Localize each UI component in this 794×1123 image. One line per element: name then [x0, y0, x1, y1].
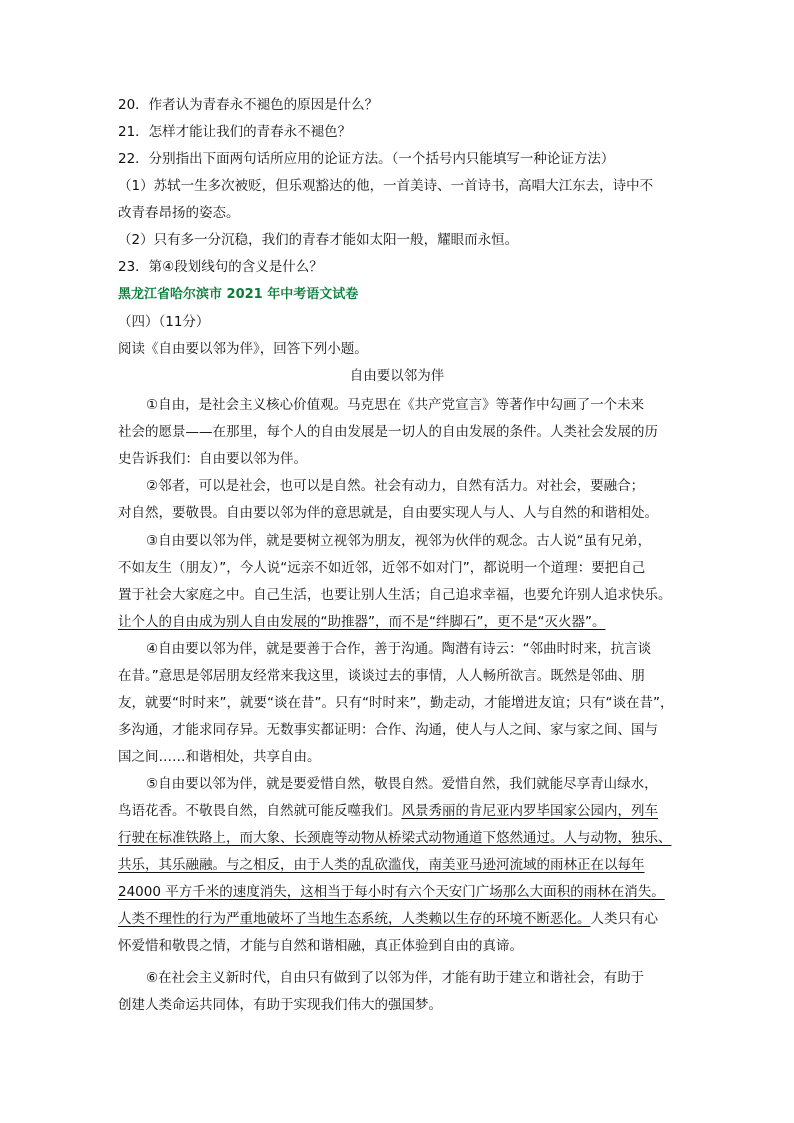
paragraph-4-line: 友，就要“时时来”，就要“谈在昔”。只有“时时来”，勤走动，才能增进友谊；只有“谈在昔”， — [118, 695, 674, 711]
paragraph-1-line: 史告诉我们：自由要以邻为伴。 — [118, 451, 307, 467]
paragraph-5-line: 怀爱惜和敬畏之情，才能与自然和谐相融，真正体验到自由的真谛。 — [118, 938, 523, 954]
paragraph-4-line: ④自由要以邻为伴，就是要善于合作，善于沟通。陶潜有诗云：“邻曲时时来，抗言谈 — [146, 641, 652, 657]
paragraph-5-text: 人类只有心 — [590, 911, 658, 927]
question-22: 22．分别指出下面两句话所应用的论证方法。（一个括号内只能填写一种论证方法） — [118, 151, 615, 167]
section-heading: （四）（11分） — [118, 314, 210, 330]
paragraph-6-line: 创建人类命运共同体，有助于实现我们伟大的强国梦。 — [118, 997, 442, 1013]
question-20: 20．作者认为青春永不褪色的原因是什么？ — [118, 97, 379, 113]
paragraph-5-underlined-line: 行驶在标准铁路上，而大象、长颈鹿等动物从桥梁式动物通道下悠然通过。人与动物，独乐、 — [118, 830, 672, 846]
paragraph-3-line: ③自由要以邻为伴，就是要树立视邻为朋友，视邻为伙伴的观念。古人说“虽有兄弟， — [146, 533, 652, 549]
paragraph-2-line: 对自然，要敬畏。自由要以邻为伴的意思就是，自由要实现人与人、人与自然的和谐相处。 — [118, 505, 658, 521]
question-23: 23．第④段划线句的含义是什么？ — [118, 259, 323, 275]
paragraph-5-text: 鸟语花香。不敬畏自然，自然就可能反噬我们。 — [118, 803, 402, 819]
question-22-item-1-cont: 改青春昂扬的姿态。 — [118, 205, 240, 221]
paragraph-4-line: 多沟通，才能求同存异。无数事实都证明：合作、沟通，使人与人之间、家与家之间、国与 — [118, 722, 658, 738]
paragraph-4-line: 国之间……和谐相处，共享自由。 — [118, 749, 321, 765]
question-22-item-2: （2）只有多一分沉稳，我们的青春才能如太阳一般，耀眼而永恒。 — [118, 232, 519, 248]
paragraph-3-underlined-line: 让个人的自由成为别人自由发展的“助推器”，而不是“绊脚石”，更不是“灭火器”。 — [118, 614, 606, 630]
paragraph-3-line: 置于社会大家庭之中。自己生活，也要让别人生活；自己追求幸福，也要允许别人追求快乐。 — [118, 587, 672, 603]
question-21: 21．怎样才能让我们的青春永不褪色？ — [118, 124, 352, 140]
paragraph-6-line: ⑥在社会主义新时代，自由只有做到了以邻为伴，才能有助于建立和谐社会，有助于 — [146, 970, 645, 986]
exam-source: 黑龙江省哈尔滨市 2021 年中考语文试卷 — [118, 287, 359, 302]
paragraph-1-line: 社会的愿景——在那里，每个人的自由发展是一切人的自由发展的条件。人类社会发展的历 — [118, 424, 658, 440]
paragraph-5-line: ⑤自由要以邻为伴，就是要爱惜自然，敬畏自然。爱惜自然，我们就能尽享青山绿水， — [146, 776, 658, 792]
paragraph-5-underlined-line: 24000 平方千米的速度消失，这相当于每小时有六个天安门广场那么大面积的雨林在消失。 — [118, 884, 665, 900]
paragraph-4-line: 在昔。”意思是邻居朋友经常来我这里，谈谈过去的事情，人人畅所欲言。既然是邻曲、朋 — [118, 668, 645, 684]
paragraph-3-line: 不如友生（朋友）”，今人说“远亲不如近邻，近邻不如对门”，都说明一个道理：要把自己 — [118, 560, 646, 576]
paragraph-1-line: ①自由，是社会主义核心价值观。马克思在《共产党宣言》等著作中勾画了一个未来 — [146, 397, 645, 413]
question-22-item-1: （1）苏轼一生多次被贬，但乐观豁达的他，一首美诗、一首诗书，高唱大江东去，诗中不 — [118, 178, 654, 194]
paragraph-5-underlined-text: 风景秀丽的肯尼亚内罗毕国家公园内，列车 — [401, 803, 658, 819]
paragraph-5-underlined-line: 共乐，其乐融融。与之相反，由于人类的乱砍滥伐，南美亚马逊河流域的雨林正在以每年 — [118, 857, 645, 873]
article-title: 自由要以邻为伴 — [349, 368, 445, 384]
paragraph-5-underlined-text: 人类不理性的行为严重地破坏了当地生态系统，人类赖以生存的环境不断恶化。 — [118, 911, 591, 927]
paragraph-5-line — [118, 801, 658, 821]
reading-instruction: 阅读《自由要以邻为伴》，回答下列小题。 — [118, 341, 368, 357]
paragraph-2-line: ②邻者，可以是社会，也可以是自然。社会有动力，自然有活力。对社会，要融合； — [146, 478, 645, 494]
paragraph-5-line — [118, 909, 658, 929]
